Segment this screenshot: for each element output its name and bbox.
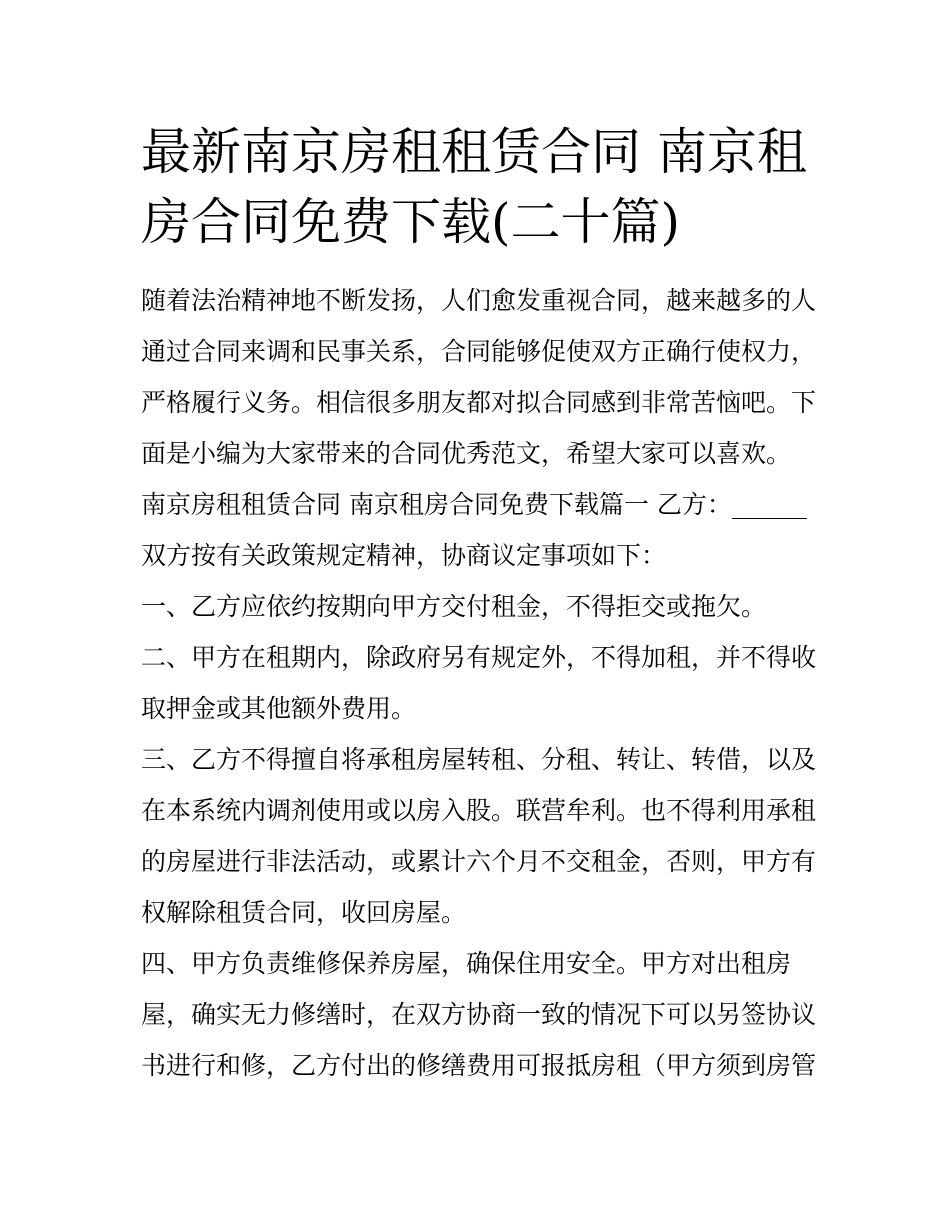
document-title <box>141 117 821 257</box>
body-line: 一、乙方应依约按期向甲方交付租金，不得拒交或拖欠。 <box>141 592 767 621</box>
body-line: 三、乙方不得擅自将承租房屋转租、分租、转让、转借，以及 <box>141 745 817 774</box>
body-line: 取押金或其他额外费用。 <box>141 694 417 723</box>
body-line: 通过合同来调和民事关系，合同能够促使双方正确行使权力， <box>141 337 817 366</box>
body-line: 屋，确实无力修缮时，在双方协商一致的情况下可以另签协议 <box>141 1000 817 1029</box>
body-line: 严格履行义务。相信很多朋友都对拟合同感到非常苦恼吧。下 <box>141 388 817 417</box>
body-line: 的房屋进行非法活动，或累计六个月不交租金，否则，甲方有 <box>141 847 817 876</box>
body-line: 权解除租赁合同，收回房屋。 <box>141 898 467 927</box>
document-body <box>141 275 821 1091</box>
body-line: 书进行和修，乙方付出的修缮费用可报抵房租（甲方须到房管 <box>141 1051 817 1080</box>
body-line: 南京房租租赁合同 南京租房合同免费下载篇一 乙方：______ <box>141 490 807 519</box>
body-line: 二、甲方在租期内，除政府另有规定外，不得加租，并不得收 <box>141 643 817 672</box>
body-line: 面是小编为大家带来的合同优秀范文，希望大家可以喜欢。 <box>141 439 792 468</box>
body-line: 随着法治精神地不断发扬，人们愈发重视合同，越来越多的人 <box>141 286 817 315</box>
body-line: 双方按有关政策规定精神，协商议定事项如下： <box>141 541 667 570</box>
body-line: 在本系统内调剂使用或以房入股。联营牟利。也不得利用承租 <box>141 796 817 825</box>
title-line-1: 最新南京房租租赁合同 南京租 <box>141 123 807 181</box>
title-line-2: 房合同免费下载(二十篇) <box>141 193 681 251</box>
body-line: 四、甲方负责维修保养房屋，确保住用安全。甲方对出租房 <box>141 949 792 978</box>
